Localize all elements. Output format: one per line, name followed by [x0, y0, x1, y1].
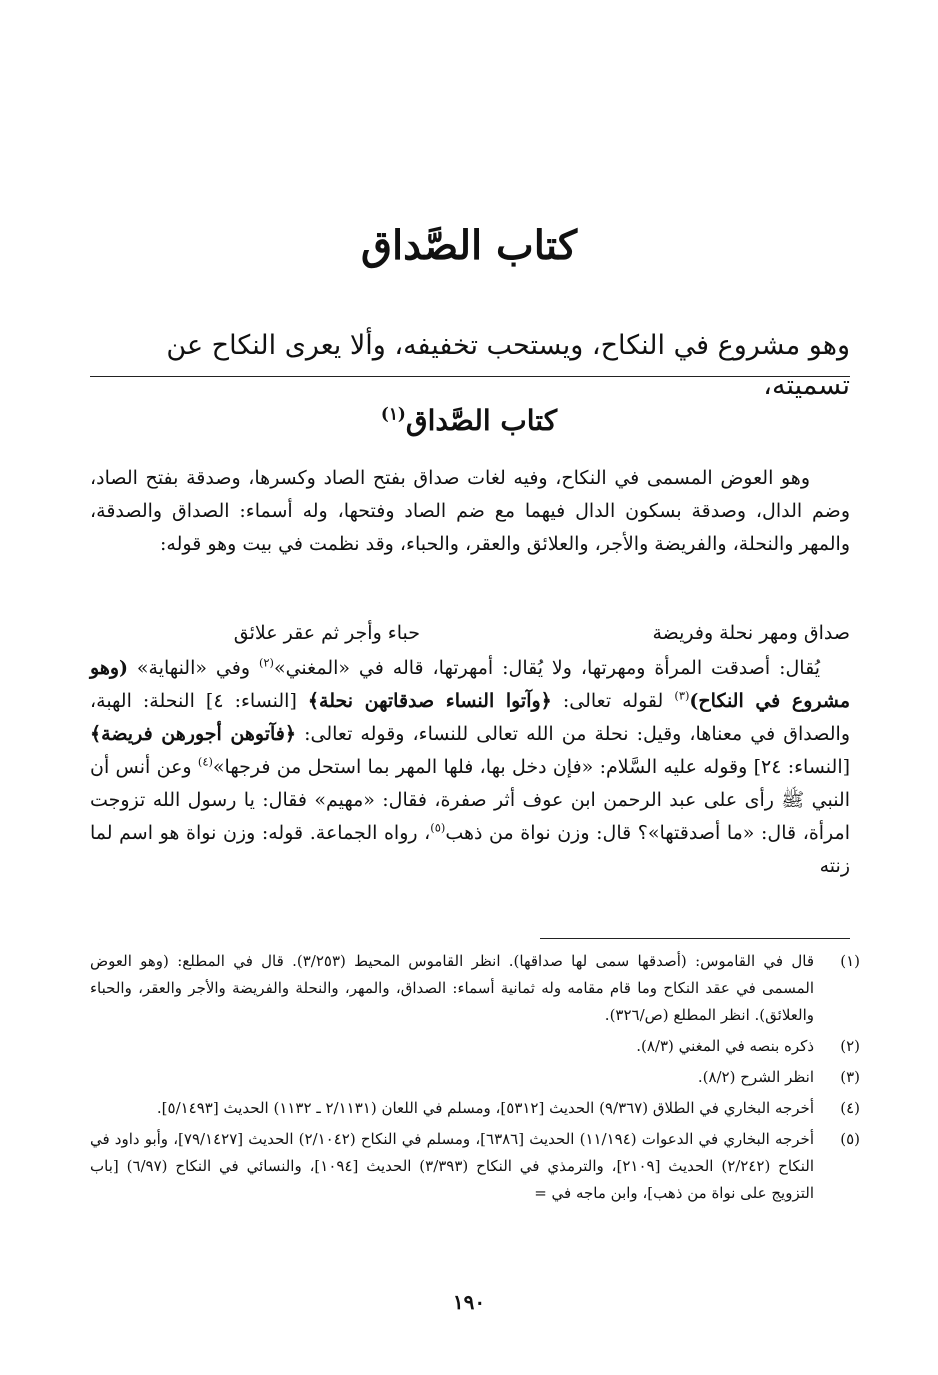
matn-divider [90, 376, 850, 377]
matn-quote: (وهو مشروع في النكاح) [90, 657, 850, 712]
para2-segment: [النساء: ٢٤] وقوله عليه السَّلام: «فإن دخل بها، فلها المهر بما استحل من فرجها» [212, 756, 851, 778]
footnote-text: قال في القاموس: (أصدقها سمى لها صداقها). انظر القاموس المحيط (٣/٢٥٣). قال في المطلع: (وهو العوض المسمى في عقد النكاح وما قام مقامه وله ثمانية أسماء: الصداق، والمهر، والنحلة والفريضة والأجر والعقر، والحباء والعلائق). انظر المطلع (ص/٣٢٦). [90, 952, 815, 1024]
quran-verse-2: ﴿فآتوهن أجورهن فريضة﴾ [90, 723, 297, 745]
para2-segment: يُقال: أصدقت المرأة ومهرتها، ولا يُقال: أمهرتها، قاله في «المغني» [273, 657, 820, 679]
commentary-title-text: كتاب الصَّداق [405, 404, 558, 437]
para2-segment: ، رواه الجماعة. قوله: وزن نواة هو اسم لما زنته [90, 822, 850, 877]
chapter-title: كتاب الصَّداق [360, 222, 577, 269]
footnote-number: (١) [840, 952, 860, 970]
footnote-text: انظر الشرح (٨/٢). [697, 1068, 814, 1086]
para2-segment: وعن أنس أن النبي ﷺ رأى على عبد الرحمن ابن عوف أثر صفرة، فقال: «مهيم» فقال: يا رسول الله تزوجت امرأة، قال: «ما أصدقتها»؟ قال: وزن نواة من ذهب [90, 756, 851, 844]
footnotes [90, 948, 860, 1211]
footnote-ref-4: (٤) [197, 754, 213, 769]
footnote-ref-3: (٣) [674, 688, 690, 703]
para2-segment: [النساء: ٤] النحلة: الهبة، والصداق في معناها، وقيل: نحلة من الله تعالى للنساء، وقوله تعالى: [90, 690, 850, 745]
commentary-paragraph-1: وهو العوض المسمى في النكاح، وفيه لغات صداق بفتح الصاد وكسرها، وصدقة بفتح الصاد، وضم الدال، وصدقة بسكون الدال فيهما مع ضم الصاد وفتحها، وله أسماء: الصداق والصدقة، والمهر والنحلة، والفريضة والأجر، والعلائق والعقر، والحباء، وقد نظمت في بيت وهو قوله: [90, 467, 850, 555]
footnote-1 [90, 948, 860, 1029]
verse-second-hemistich: حباء وأجر ثم عقر علائق [233, 622, 420, 644]
footnote-4 [90, 1095, 860, 1122]
quran-verse-1: ﴿وآتوا النساء صدقاتهن نحلة﴾ [307, 690, 552, 712]
footnote-3 [90, 1064, 860, 1091]
footnote-text: أخرجه البخاري في الدعوات (١١/١٩٤) الحديث [٦٣٨٦]، ومسلم في النكاح (٢/١٠٤٢) الحديث [٧٩/١٤٢٧]، وأبو داود في النكاح (٢/٢٤٢) الحديث [٢١٠٩]، والترمذي في النكاح (٣/٣٩٣) الحديث [١٠٩٤]، والنسائي في النكاح (٦/٩٧) [باب التزويج على نواة من ذهب]، وابن ماجه في = [90, 1130, 814, 1202]
verse-first-hemistich: صداق ومهر نحلة وفريضة [652, 622, 850, 644]
matn-text: وهو مشروع في النكاح، ويستحب تخفيفه، وألا يعرى النكاح عن تسميته، [166, 330, 850, 401]
poetry-verse [90, 616, 850, 650]
footnote-divider [540, 938, 850, 939]
footnote-number: (٤) [840, 1099, 860, 1117]
footnote-text: أخرجه البخاري في الطلاق (٩/٣٦٧) الحديث [٥٣١٢]، ومسلم في اللعان (٢/١١٣١ ـ ١١٣٢) الحديث [٥/١٤٩٣]. [156, 1099, 814, 1117]
footnote-number: (٢) [840, 1037, 860, 1055]
footnote-ref-5: (٥) [430, 820, 446, 835]
para2-segment: لقوله تعالى: [551, 690, 675, 712]
commentary-paragraph-2 [90, 652, 850, 883]
footnote-2 [90, 1033, 860, 1060]
footnote-ref-1: (١) [380, 403, 406, 424]
commentary-title [0, 404, 938, 437]
footnote-text: ذكره بنصه في المغني (٨/٣). [636, 1037, 814, 1055]
page-number: ١٩٠ [452, 1290, 486, 1314]
footnote-number: (٥) [840, 1130, 860, 1148]
para2-segment: وفي «النهاية» [128, 657, 259, 679]
footnote-ref-2: (٢) [258, 655, 274, 670]
footnote-number: (٣) [840, 1068, 860, 1086]
footnote-5 [90, 1126, 860, 1207]
